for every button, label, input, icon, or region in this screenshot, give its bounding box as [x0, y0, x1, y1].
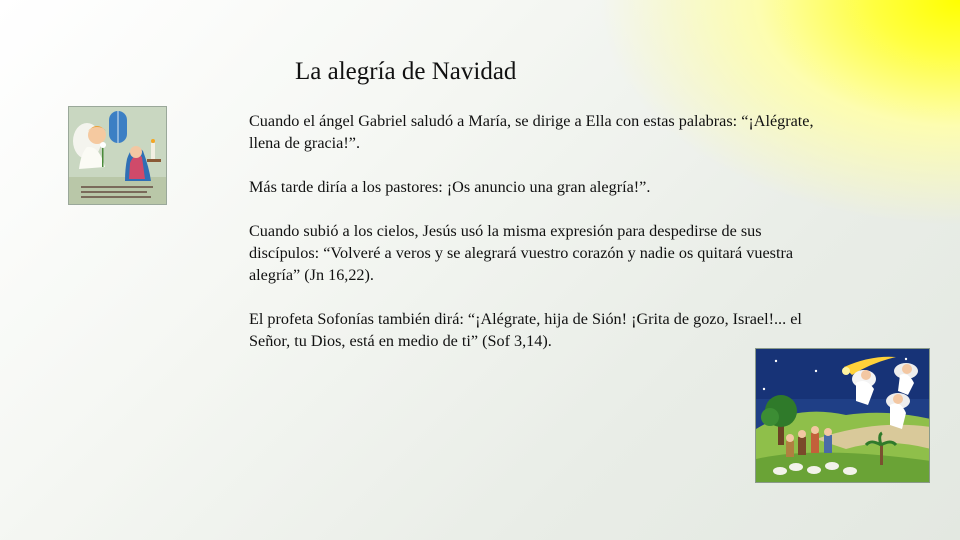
nativity-image	[755, 348, 930, 483]
paragraph-sofonias: El profeta Sofonías también dirá: “¡Alégrate, hija de Sión! ¡Grita de gozo, Israel!... el Señor, tu Dios, está en medio de ti” (Sof 3,14).	[249, 310, 802, 350]
annunciation-image	[68, 106, 167, 205]
paragraph-shepherds: Más tarde diría a los pastores: ¡Os anuncio una gran alegría!”.	[249, 178, 651, 196]
angels-shepherds-illustration	[756, 349, 930, 483]
slide-body	[249, 110, 829, 374]
slide-title: La alegría de Navidad	[295, 58, 517, 85]
paragraph-gabriel: Cuando el ángel Gabriel saludó a María, se dirige a Ella con estas palabras: “¡Alégrate, llena de gracia!”.	[249, 112, 814, 152]
annunciation-illustration	[69, 107, 167, 205]
paragraph-ascension: Cuando subió a los cielos, Jesús usó la misma expresión para despedirse de sus discípulos: “Volveré a veros y se alegrará vuestro corazón y nadie os quitará vuestra alegría” (Jn 16,22).	[249, 222, 794, 284]
